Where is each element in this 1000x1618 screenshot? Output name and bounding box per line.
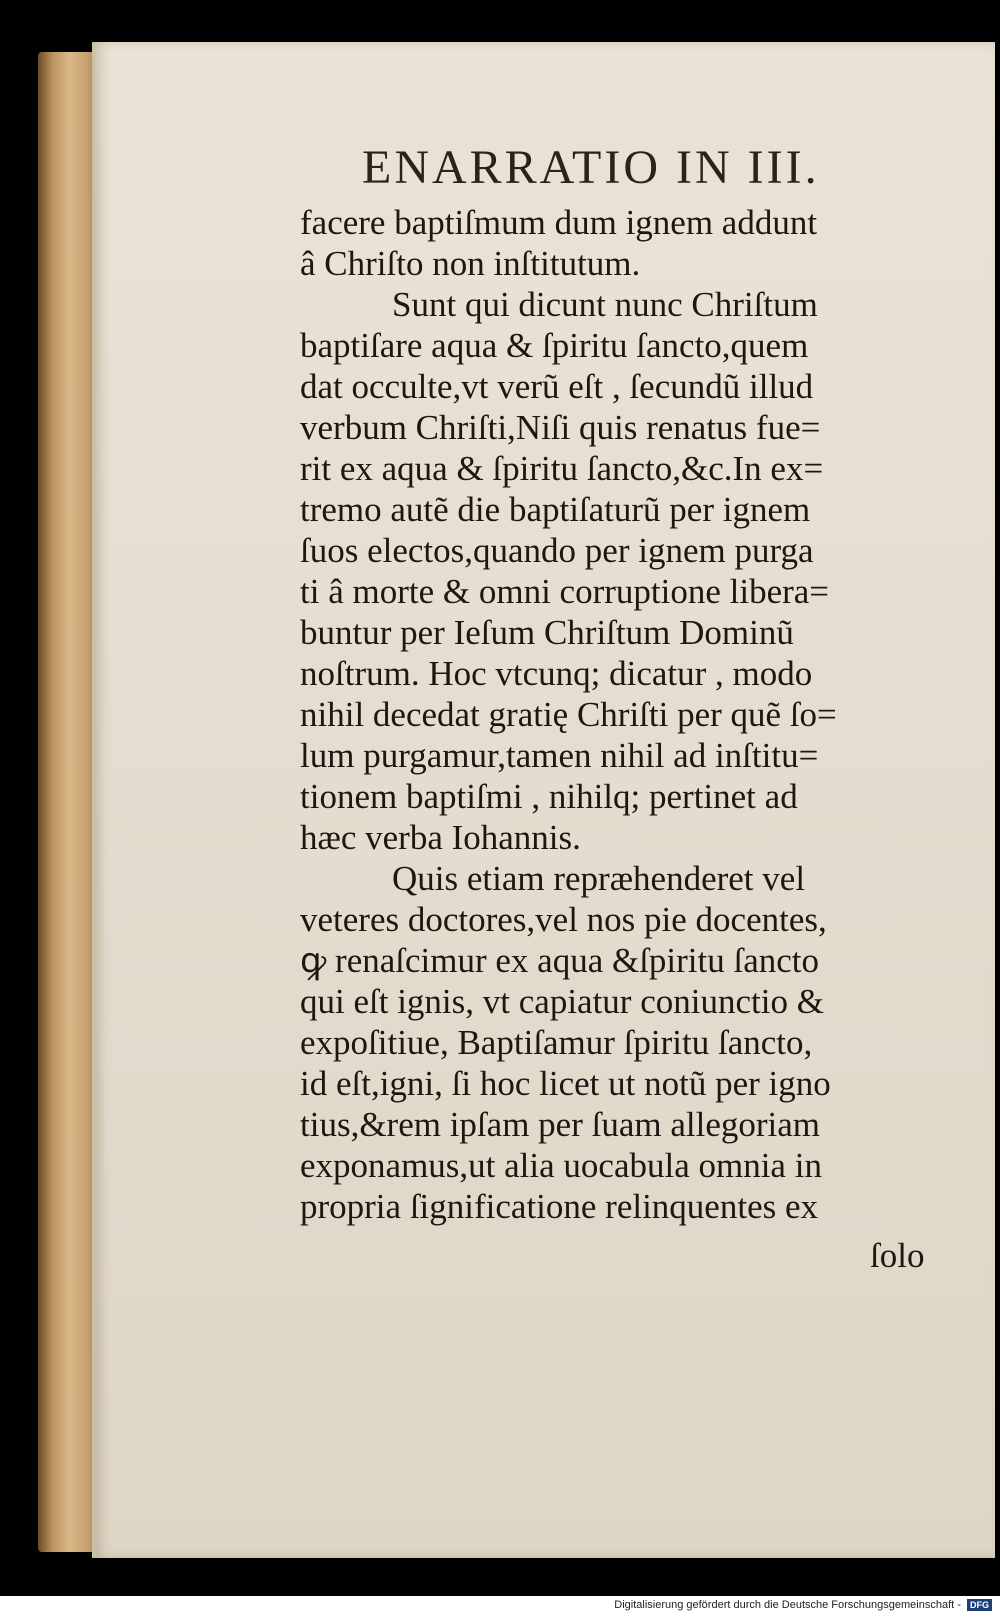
text-line: exponamus,ut alia uocabula omnia in: [300, 1146, 822, 1185]
footer-credit: [614, 1599, 992, 1611]
text-line: facere baptiſmum dum ignem addunt: [300, 203, 818, 242]
running-head: ENARRATIO IN III.: [362, 141, 820, 194]
text-line: id eſt,igni, ſi hoc licet ut notũ per igno: [300, 1064, 831, 1103]
text-line: qui eſt ignis, vt capiatur coniunctio &: [300, 982, 824, 1021]
text-line: ſuos electos,quando per ignem purga: [300, 531, 814, 570]
digitization-footer: [0, 1596, 1000, 1618]
text-line: ti â morte & omni corruptione libera=: [300, 572, 830, 611]
text-line: noſtrum. Hoc vtcunq; dicatur , modo: [300, 654, 813, 693]
text-line: veteres doctores,vel nos pie docentes,: [300, 900, 827, 939]
catchword: ſolo: [870, 1236, 925, 1275]
dfg-logo: DFG: [967, 1599, 992, 1611]
text-line: ꝙ renaſcimur ex aqua &ſpiritu ſancto: [300, 941, 820, 980]
text-line: buntur per Ieſum Chriſtum Dominũ: [300, 613, 794, 652]
text-line: verbum Chriſti,Niſi quis renatus fue=: [300, 408, 821, 447]
text-line: propria ſignificatione relinquentes ex: [300, 1187, 819, 1226]
text-line: tionem baptiſmi , nihilq; pertinet ad: [300, 777, 798, 816]
text-line: rit ex aqua & ſpiritu ſancto,&c.In ex=: [300, 449, 824, 488]
text-line: expoſitiue, Baptiſamur ſpiritu ſancto,: [300, 1023, 813, 1062]
text-line: nihil decedat gratię Chriſti per quẽ ſo=: [300, 695, 837, 734]
text-line: tius,&rem ipſam per ſuam allegoriam: [300, 1105, 820, 1144]
text-line: baptiſare aqua & ſpiritu ſancto,quem: [300, 326, 809, 365]
text-line: Sunt qui dicunt nunc Chriſtum: [392, 285, 818, 324]
text-line: tremo autẽ die baptiſaturũ per ignem: [300, 490, 811, 529]
text-line: dat occulte,vt verũ eſt , ſecundũ illud: [300, 367, 814, 406]
footer-credit-text: Digitalisierung gefördert durch die Deutsche Forschungsgemeinschaft -: [614, 1599, 961, 1611]
text-line: â Chriſto non inſtitutum.: [300, 244, 641, 283]
body-text: [300, 202, 940, 1227]
text-line: lum purgamur,tamen nihil ad inſtitu=: [300, 736, 819, 775]
text-line: hæc verba Iohannis.: [300, 818, 581, 857]
text-line: Quis etiam repræhenderet vel: [392, 859, 806, 898]
